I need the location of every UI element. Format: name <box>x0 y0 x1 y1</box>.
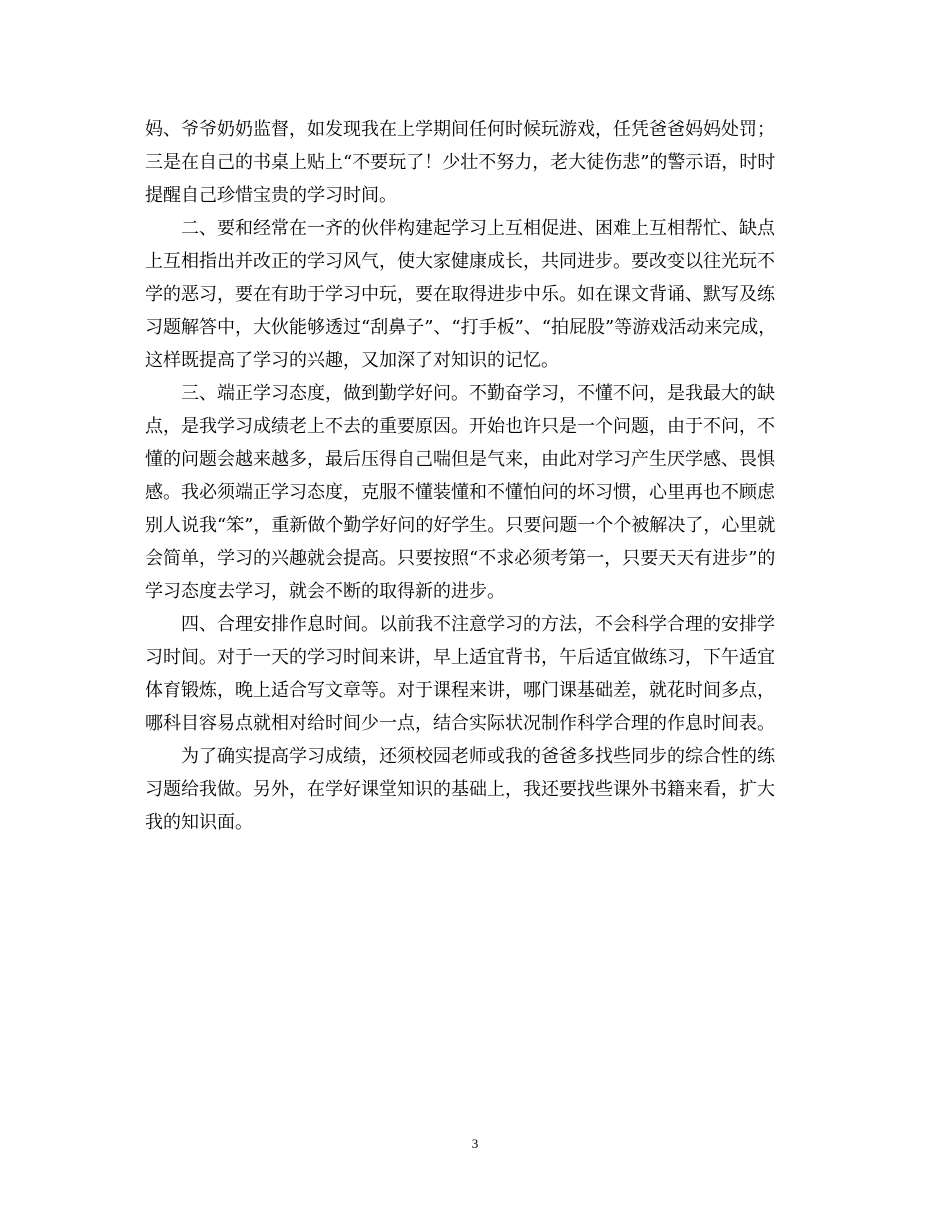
text-line: 二、要和经常在一齐的伙伴构建起学习上互相促进、困难上互相帮忙、缺点 <box>181 218 775 239</box>
text-line: 妈、爷爷奶奶监督，如发现我在上学期间任何时候玩游戏，任凭爸爸妈妈处罚； <box>145 119 775 140</box>
paragraph-point-four <box>145 608 807 740</box>
body-text <box>145 113 807 839</box>
text-line: 习题解答中，大伙能够透过“刮鼻子”、“打手板”、“拍屁股”等游戏活动来完成， <box>145 317 777 338</box>
text-line: 习时间。对于一天的学习时间来讲，早上适宜背书，午后适宜做练习，下午适宜 <box>145 647 775 668</box>
text-line: 为了确实提高学习成绩，还须校园老师或我的爸爸多找些同步的综合性的练 <box>181 746 775 767</box>
text-line: 点，是我学习成绩老上不去的重要原因。开始也许只是一个问题，由于不问，不 <box>145 416 775 437</box>
text-line: 感。我必须端正学习态度，克服不懂装懂和不懂怕问的坏习惯，心里再也不顾虑 <box>145 482 775 503</box>
text-line: 上互相指出并改正的学习风气，使大家健康成长，共同进步。要改变以往光玩不 <box>145 251 775 272</box>
paragraph-continuation <box>145 113 807 212</box>
text-line: 四、合理安排作息时间。以前我不注意学习的方法，不会科学合理的安排学 <box>181 614 775 635</box>
text-line: 会简单，学习的兴趣就会提高。只要按照“不求必须考第一，只要天天有进步”的 <box>145 548 776 569</box>
text-line: 这样既提高了学习的兴趣，又加深了对知识的记忆。 <box>145 350 559 371</box>
text-line: 提醒自己珍惜宝贵的学习时间。 <box>145 185 397 206</box>
text-line: 三是在自己的书桌上贴上“不要玩了！少壮不努力，老大徒伤悲”的警示语，时时 <box>145 152 776 173</box>
text-line: 学的恶习，要在有助于学习中玩，要在取得进步中乐。如在课文背诵、默写及练 <box>145 284 775 305</box>
text-line: 别人说我“笨”，重新做个勤学好问的好学生。只要问题一个个被解决了，心里就 <box>145 515 776 536</box>
paragraph-point-two <box>145 212 807 377</box>
text-line: 学习态度去学习，就会不断的取得新的进步。 <box>145 581 505 602</box>
text-line: 我的知识面。 <box>145 812 253 833</box>
text-line: 懂的问题会越来越多，最后压得自己喘但是气来，由此对学习产生厌学感、畏惧 <box>145 449 775 470</box>
paragraph-point-three <box>145 377 807 608</box>
text-line: 三、端正学习态度，做到勤学好问。不勤奋学习，不懂不问，是我最大的缺 <box>181 383 775 404</box>
text-line: 习题给我做。另外，在学好课堂知识的基础上，我还要找些课外书籍来看，扩大 <box>145 779 775 800</box>
text-line: 体育锻炼，晚上适合写文章等。对于课程来讲，哪门课基础差，就花时间多点， <box>145 680 775 701</box>
paragraph-conclusion <box>145 740 807 839</box>
page-number: 3 <box>471 1136 479 1151</box>
text-line: 哪科目容易点就相对给时间少一点，结合实际状况制作科学合理的作息时间表。 <box>145 713 775 734</box>
